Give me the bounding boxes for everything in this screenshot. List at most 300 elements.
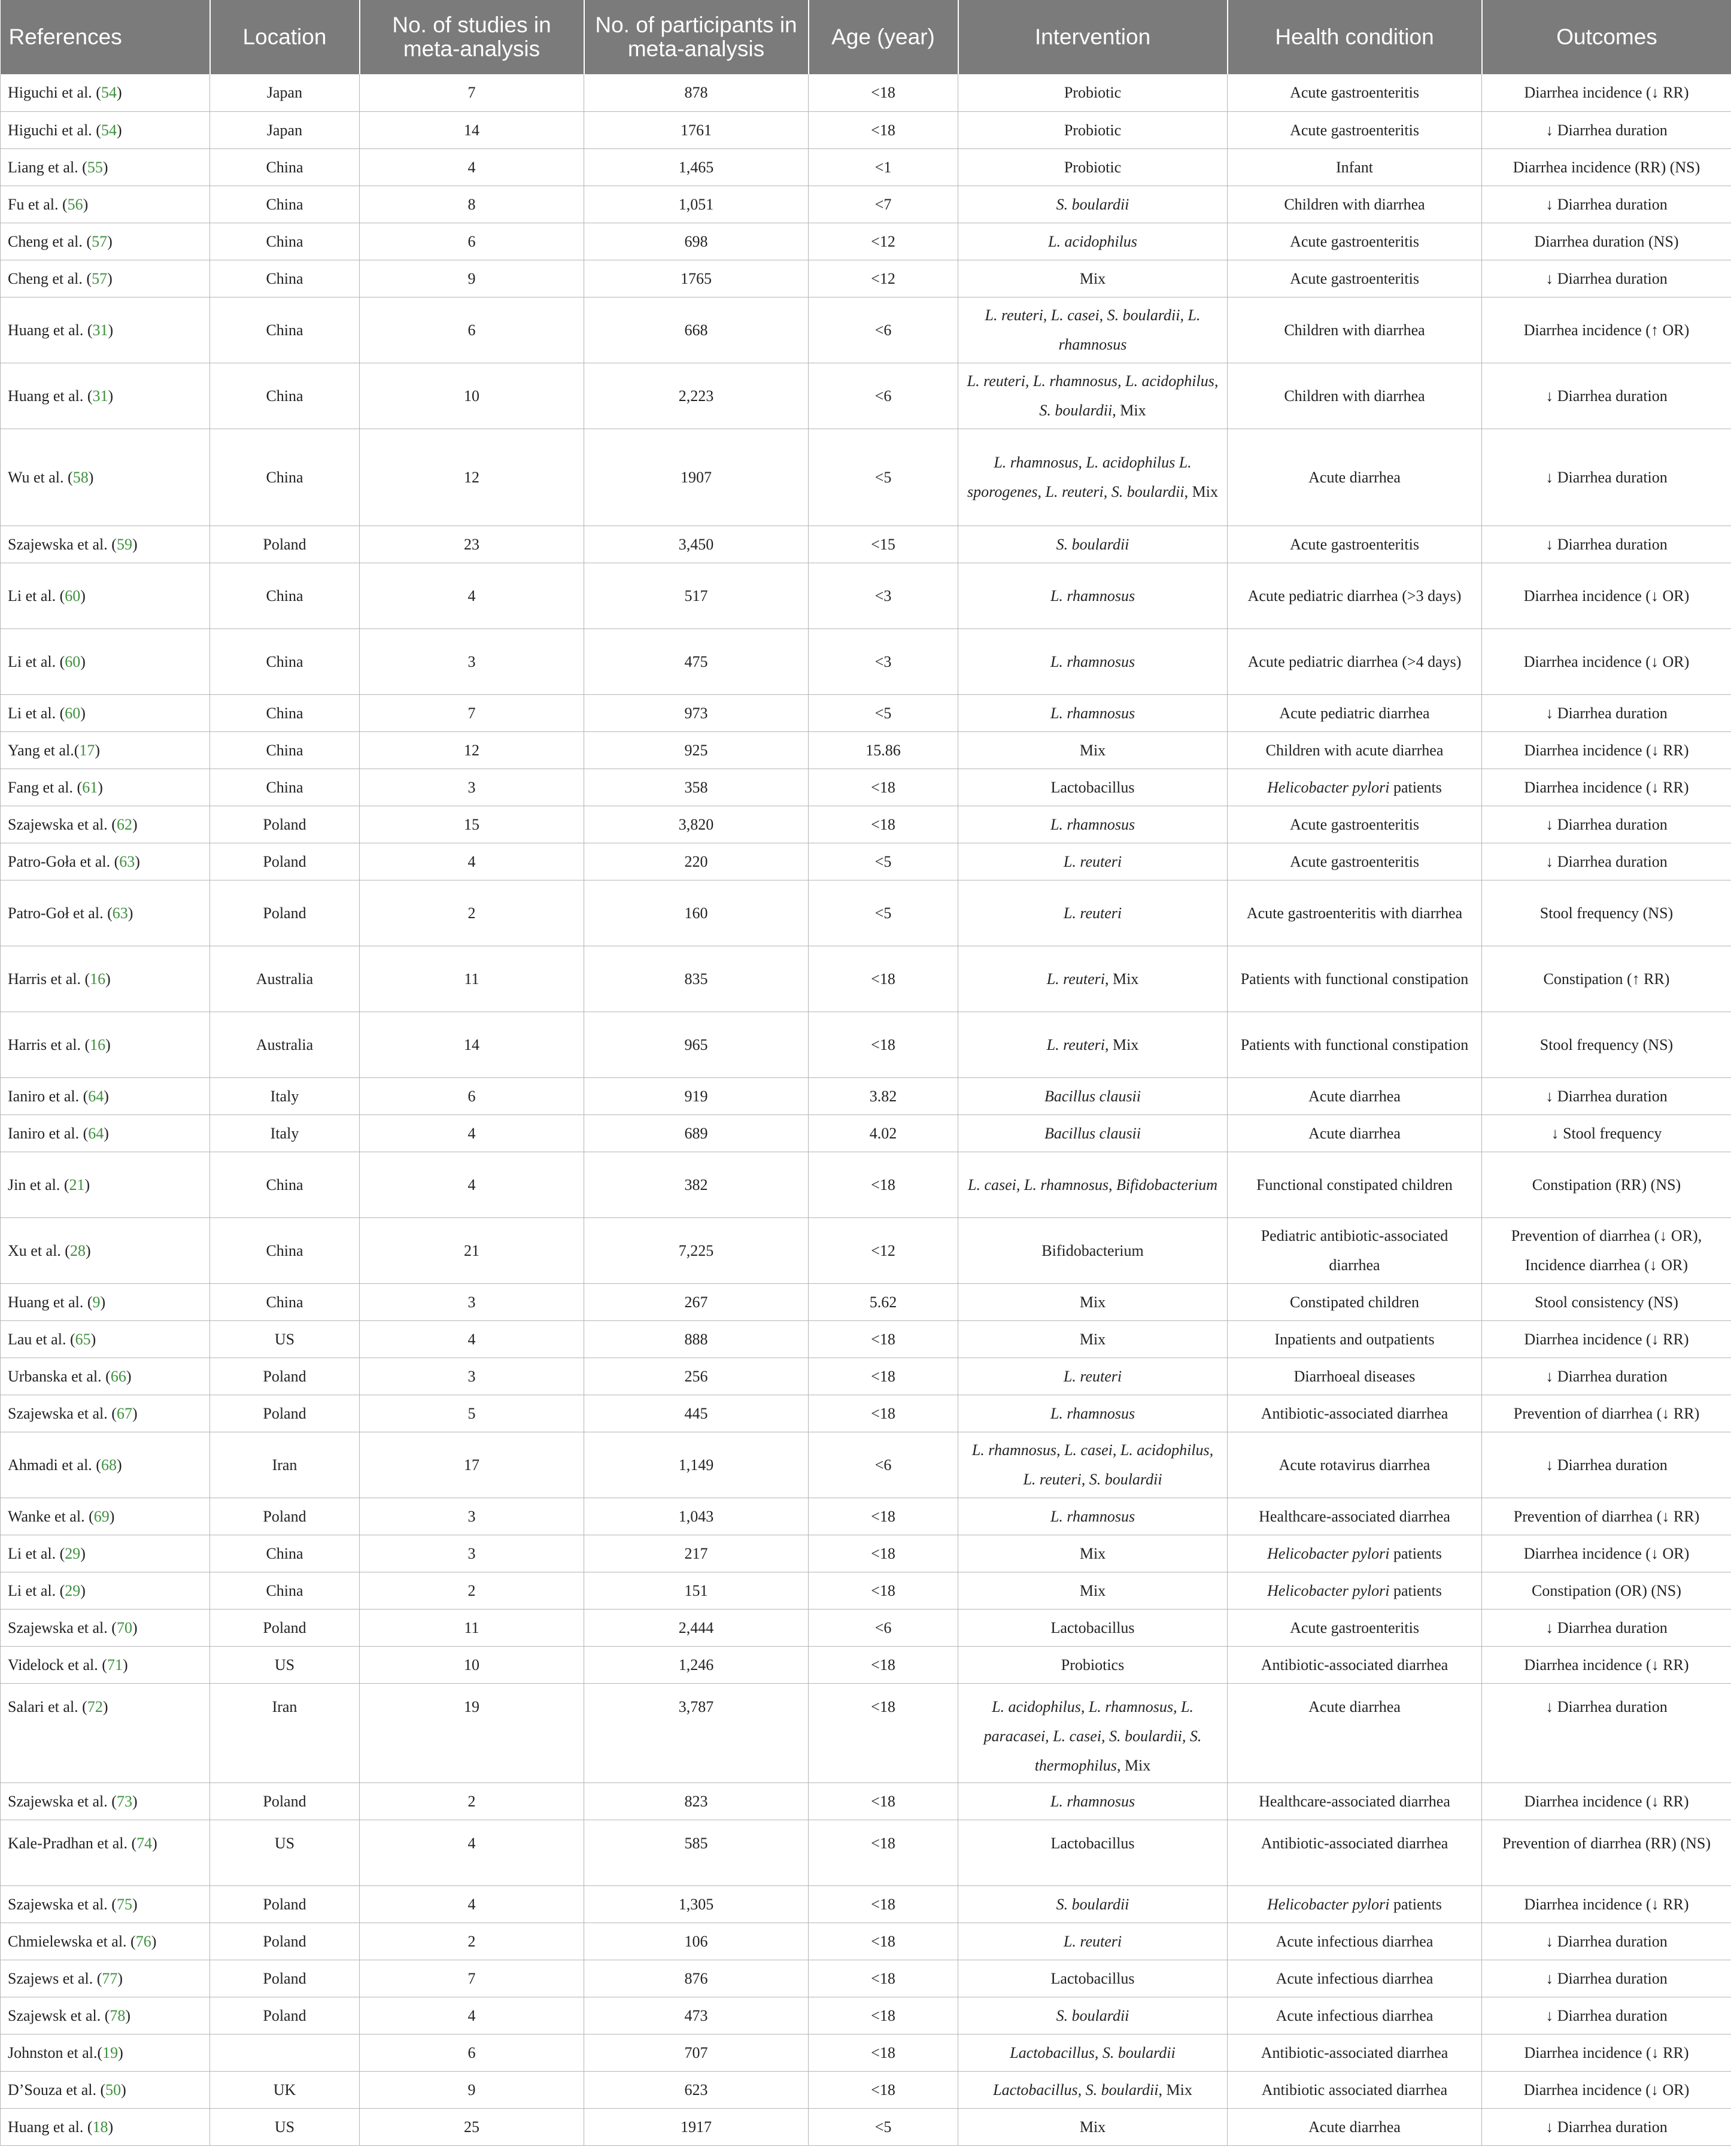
studies-cell (360, 1683, 584, 1783)
participants-count: 878 (684, 84, 708, 102)
reference-link[interactable]: 16 (90, 1036, 106, 1053)
age-cell (809, 1012, 958, 1077)
location-text: Poland (263, 852, 306, 870)
health-condition-cell (1228, 628, 1482, 694)
outcome-text: Stool frequency (NS) (1539, 1036, 1674, 1053)
reference-link[interactable]: 31 (92, 321, 108, 339)
reference-cell (1, 1683, 210, 1783)
participants-count: 689 (684, 1124, 708, 1142)
studies-count: 11 (464, 1618, 479, 1636)
reference-link[interactable]: 64 (88, 1087, 104, 1105)
health-condition-cell (1228, 148, 1482, 186)
health-condition-text: Patients with functional constipation (1240, 970, 1469, 988)
age-value: <18 (871, 1544, 895, 1562)
table-row (1, 1820, 1731, 1885)
participants-count: 1907 (681, 468, 712, 486)
reference-close: ) (108, 321, 114, 339)
health-condition-cell (1228, 1358, 1482, 1395)
reference-author: Li et al. ( (8, 1544, 65, 1562)
reference-link[interactable]: 16 (90, 970, 106, 988)
reference-cell (1, 1012, 210, 1077)
age-value: <6 (874, 387, 892, 405)
studies-cell (360, 1012, 584, 1077)
location-text: China (266, 232, 303, 250)
age-value: <18 (871, 121, 895, 139)
age-cell (809, 429, 958, 526)
intervention-text: L. acidophilus (1048, 232, 1137, 250)
table-header (1, 0, 1731, 74)
reference-link[interactable]: 64 (88, 1124, 104, 1142)
health-condition-cell (1228, 297, 1482, 363)
reference-cell (1, 731, 210, 769)
outcome-text: ↓ Diarrhea duration (1545, 815, 1668, 833)
studies-cell (360, 1395, 584, 1432)
intervention-cell (958, 2071, 1228, 2108)
reference-link[interactable]: 67 (116, 1404, 132, 1422)
reference-author: Szajewska et al. ( (8, 1404, 117, 1422)
reference-link[interactable]: 63 (112, 904, 128, 922)
outcome-text: Diarrhea incidence (↓ RR) (1524, 1330, 1689, 1348)
location-text: US (274, 1834, 295, 1852)
reference-close: ) (132, 1792, 138, 1810)
participants-cell (584, 148, 809, 186)
studies-cell (360, 1783, 584, 1820)
reference-author: D’Souza et al. ( (8, 2081, 106, 2099)
health-condition-cell (1228, 74, 1482, 111)
age-cell (809, 1320, 958, 1358)
table-row (1, 1683, 1731, 1783)
location-text: China (266, 652, 303, 670)
health-condition-text: Antibiotic-associated diarrhea (1261, 1404, 1448, 1422)
participants-count: 267 (684, 1293, 708, 1311)
reference-link[interactable]: 60 (65, 587, 81, 605)
health-condition-cell (1228, 1885, 1482, 1923)
intervention-text: Probiotic (1064, 158, 1122, 176)
reference-link[interactable]: 28 (69, 1241, 86, 1259)
reference-link[interactable]: 71 (107, 1656, 123, 1674)
health-condition-text: Acute diarrhea (1308, 1698, 1401, 1715)
studies-count: 4 (467, 158, 476, 176)
health-condition-cell (1228, 2071, 1482, 2108)
participants-cell (584, 1885, 809, 1923)
intervention-text: Bacillus clausii (1044, 1087, 1141, 1105)
table-row (1, 1885, 1731, 1923)
reference-cell (1, 946, 210, 1012)
age-value: <3 (874, 587, 892, 605)
participants-cell (584, 363, 809, 429)
health-condition-cell (1228, 1820, 1482, 1885)
reference-author: Szajewska et al. ( (8, 1895, 117, 1913)
location-text: China (266, 1241, 303, 1259)
reference-link[interactable]: 9 (92, 1293, 101, 1311)
intervention-text: , Mix (1184, 483, 1218, 500)
location-cell (210, 526, 360, 563)
outcome-text: ↓ Diarrhea duration (1545, 121, 1668, 139)
outcome-text: Constipation (↑ RR) (1543, 970, 1670, 988)
health-condition-cell (1228, 731, 1482, 769)
reference-link[interactable]: 21 (69, 1176, 85, 1194)
intervention-text: Mix (1079, 1330, 1106, 1348)
health-condition-text: Acute diarrhea (1308, 1087, 1401, 1105)
studies-count: 23 (464, 535, 479, 553)
reference-link[interactable]: 62 (116, 815, 132, 833)
participants-cell (584, 1535, 809, 1572)
intervention-text: L. rhamnosus (1050, 704, 1135, 722)
health-condition-text: Children with diarrhea (1284, 387, 1425, 405)
intervention-text: L. reuteri, L. casei, S. boulardii, L. rhamnosus (985, 306, 1201, 353)
intervention-cell (958, 2034, 1228, 2071)
age-value: <5 (874, 468, 892, 486)
health-condition-text: Acute diarrhea (1308, 2118, 1401, 2136)
health-condition-cell (1228, 186, 1482, 223)
health-condition-text: Acute gastroenteritis (1290, 1618, 1419, 1636)
participants-count: 2,223 (678, 387, 714, 405)
participants-cell (584, 731, 809, 769)
intervention-cell (958, 731, 1228, 769)
location-cell (210, 2071, 360, 2108)
reference-cell (1, 563, 210, 628)
reference-link[interactable]: 65 (75, 1330, 91, 1348)
reference-close: ) (80, 587, 86, 605)
reference-link[interactable]: 60 (65, 652, 81, 670)
reference-close: ) (121, 2081, 126, 2099)
outcome-text: Diarrhea incidence (↓ OR) (1523, 2081, 1690, 2099)
intervention-cell (958, 1498, 1228, 1535)
age-value: <18 (871, 1330, 895, 1348)
reference-link[interactable]: 69 (93, 1507, 110, 1525)
participants-cell (584, 1283, 809, 1320)
location-text: Italy (270, 1087, 299, 1105)
reference-author: Higuchi et al. ( (8, 84, 101, 102)
studies-count: 6 (467, 321, 476, 339)
participants-cell (584, 2108, 809, 2145)
reference-close: ) (126, 1367, 132, 1385)
reference-link[interactable]: 74 (136, 1834, 153, 1852)
location-text: China (266, 158, 303, 176)
participants-count: 1,149 (678, 1456, 714, 1474)
intervention-cell (958, 1572, 1228, 1609)
reference-link[interactable]: 54 (101, 84, 117, 102)
age-cell (809, 2034, 958, 2071)
health-condition-text: Inpatients and outpatients (1274, 1330, 1435, 1348)
location-cell (210, 1783, 360, 1820)
intervention-text: L. rhamnosus (1050, 652, 1135, 670)
health-condition-cell (1228, 1572, 1482, 1609)
location-text: US (274, 1330, 295, 1348)
table-row (1, 2034, 1731, 2071)
reference-link[interactable]: 61 (82, 778, 98, 796)
reference-close: ) (100, 1293, 106, 1311)
reference-link[interactable]: 58 (72, 468, 89, 486)
studies-cell (360, 880, 584, 946)
age-value: <18 (871, 1834, 895, 1852)
outcome-text: ↓ Diarrhea duration (1545, 1969, 1668, 1987)
reference-author: Huang et al. ( (8, 2118, 93, 2136)
outcome-cell (1482, 1012, 1731, 1077)
reference-link[interactable]: 57 (92, 269, 108, 287)
health-condition-cell (1228, 1432, 1482, 1498)
age-value: <18 (871, 1792, 895, 1810)
studies-count: 3 (467, 1507, 476, 1525)
studies-count: 6 (467, 232, 476, 250)
health-condition-text: Acute rotavirus diarrhea (1278, 1456, 1431, 1474)
table-row (1, 1535, 1731, 1572)
participants-count: 623 (684, 2081, 708, 2099)
participants-count: 475 (684, 652, 708, 670)
reference-link[interactable]: 19 (102, 2043, 119, 2061)
intervention-text: S. boulardii (1056, 2006, 1129, 2024)
age-cell (809, 628, 958, 694)
reference-link[interactable]: 59 (116, 535, 132, 553)
studies-cell (360, 2108, 584, 2145)
table-row (1, 1358, 1731, 1395)
reference-cell (1, 880, 210, 946)
reference-link[interactable]: 72 (87, 1698, 103, 1715)
health-condition-text: Antibiotic-associated diarrhea (1261, 2043, 1448, 2061)
reference-link[interactable]: 70 (116, 1618, 132, 1636)
header-num-studies: No. of studies in meta-analysis (360, 0, 584, 74)
reference-link[interactable]: 54 (101, 121, 117, 139)
health-condition-text: Diarrhoeal diseases (1293, 1367, 1416, 1385)
participants-cell (584, 1152, 809, 1217)
reference-link[interactable]: 29 (65, 1581, 81, 1599)
outcome-text: ↓ Diarrhea duration (1545, 1932, 1668, 1950)
location-cell (210, 1820, 360, 1885)
health-condition-cell (1228, 1498, 1482, 1535)
studies-count: 21 (464, 1241, 479, 1259)
outcome-cell (1482, 1783, 1731, 1820)
intervention-cell (958, 1997, 1228, 2034)
reference-author: Szajewska et al. ( (8, 535, 117, 553)
participants-cell (584, 2071, 809, 2108)
participants-count: 1,246 (678, 1656, 714, 1674)
age-cell (809, 1395, 958, 1432)
health-condition-cell (1228, 363, 1482, 429)
health-condition-cell (1228, 223, 1482, 260)
participants-cell (584, 1432, 809, 1498)
location-cell (210, 731, 360, 769)
reference-author: Ianiro et al. ( (8, 1087, 89, 1105)
reference-link[interactable]: 78 (110, 2006, 126, 2024)
reference-link[interactable]: 57 (92, 232, 108, 250)
intervention-text: Mix (1079, 1544, 1106, 1562)
age-value: <18 (871, 1404, 895, 1422)
age-value: <5 (874, 904, 892, 922)
location-cell (210, 806, 360, 843)
health-condition-text: Helicobacter pylori (1267, 1544, 1390, 1562)
location-text: Poland (263, 1404, 306, 1422)
reference-author: Wanke et al. ( (8, 1507, 94, 1525)
age-cell (809, 1923, 958, 1960)
participants-count: 888 (684, 1330, 708, 1348)
outcome-text: ↓ Diarrhea duration (1545, 269, 1668, 287)
intervention-cell (958, 1535, 1228, 1572)
location-cell (210, 1283, 360, 1320)
studies-count: 3 (467, 652, 476, 670)
location-cell (210, 2034, 360, 2071)
reference-cell (1, 628, 210, 694)
outcome-cell (1482, 1997, 1731, 2034)
header-references: References (1, 0, 210, 74)
studies-count: 7 (467, 1969, 476, 1987)
reference-author: Huang et al. ( (8, 321, 93, 339)
reference-link[interactable]: 31 (92, 387, 108, 405)
participants-count: 1,465 (678, 158, 714, 176)
reference-author: Videlock et al. ( (8, 1656, 107, 1674)
reference-link[interactable]: 68 (101, 1456, 117, 1474)
health-condition-cell (1228, 2034, 1482, 2071)
health-condition-text: patients (1389, 778, 1442, 796)
age-value: <6 (874, 1618, 892, 1636)
location-cell (210, 563, 360, 628)
table-row (1, 1997, 1731, 2034)
studies-cell (360, 148, 584, 186)
health-condition-text: Helicobacter pylori (1267, 1581, 1390, 1599)
reference-link[interactable]: 77 (102, 1969, 118, 1987)
outcome-text: Diarrhea incidence (↑ OR) (1523, 321, 1690, 339)
table-row (1, 1395, 1731, 1432)
intervention-cell (958, 2108, 1228, 2145)
reference-cell (1, 806, 210, 843)
age-value: <18 (871, 1969, 895, 1987)
health-condition-cell (1228, 526, 1482, 563)
participants-count: 965 (684, 1036, 708, 1053)
participants-cell (584, 806, 809, 843)
reference-cell (1, 1217, 210, 1283)
health-condition-text: Children with acute diarrhea (1265, 741, 1444, 759)
reference-link[interactable]: 60 (65, 704, 81, 722)
outcome-text: Diarrhea incidence (↓ OR) (1523, 1544, 1690, 1562)
reference-cell (1, 769, 210, 806)
reference-cell (1, 363, 210, 429)
reference-link[interactable]: 66 (110, 1367, 126, 1385)
health-condition-cell (1228, 1997, 1482, 2034)
intervention-text: Lactobacillus (1050, 1618, 1135, 1636)
reference-author: Szajewsk et al. ( (8, 2006, 110, 2024)
outcome-cell (1482, 1535, 1731, 1572)
reference-author: Xu et al. ( (8, 1241, 70, 1259)
reference-close: ) (132, 1895, 138, 1913)
reference-close: ) (80, 704, 86, 722)
reference-link[interactable]: 29 (65, 1544, 81, 1562)
health-condition-cell (1228, 880, 1482, 946)
intervention-text: Mix (1079, 1581, 1106, 1599)
participants-count: 1,051 (678, 195, 714, 213)
age-value: <18 (871, 1507, 895, 1525)
outcome-text: Stool frequency (NS) (1539, 904, 1674, 922)
reference-link[interactable]: 56 (67, 195, 83, 213)
intervention-cell (958, 1609, 1228, 1646)
reference-author: Yang et al.( (8, 741, 80, 759)
reference-close: ) (122, 1656, 128, 1674)
participants-cell (584, 1960, 809, 1997)
intervention-cell (958, 628, 1228, 694)
reference-link[interactable]: 50 (105, 2081, 122, 2099)
intervention-text: L. reuteri (1046, 970, 1105, 988)
reference-link[interactable]: 76 (135, 1932, 151, 1950)
intervention-cell (958, 429, 1228, 526)
reference-link[interactable]: 17 (79, 741, 95, 759)
reference-author: Fu et al. ( (8, 195, 68, 213)
outcome-text: ↓ Diarrhea duration (1545, 387, 1668, 405)
reference-cell (1, 1152, 210, 1217)
age-cell (809, 297, 958, 363)
age-value: 3.82 (869, 1087, 897, 1105)
table-row (1, 843, 1731, 880)
reference-author: Harris et al. ( (8, 970, 90, 988)
location-text: China (266, 587, 303, 605)
location-cell (210, 1152, 360, 1217)
participants-count: 707 (684, 2043, 708, 2061)
participants-cell (584, 74, 809, 111)
outcome-cell (1482, 1152, 1731, 1217)
participants-cell (584, 946, 809, 1012)
studies-cell (360, 1997, 584, 2034)
outcome-cell (1482, 526, 1731, 563)
intervention-text: Mix (1079, 269, 1106, 287)
reference-close: ) (132, 1618, 138, 1636)
outcome-cell (1482, 563, 1731, 628)
location-cell (210, 297, 360, 363)
health-condition-cell (1228, 1320, 1482, 1358)
age-value: <12 (871, 269, 895, 287)
studies-cell (360, 563, 584, 628)
location-text: Poland (263, 1895, 306, 1913)
header-row (1, 0, 1731, 74)
reference-close: ) (80, 1544, 86, 1562)
reference-link[interactable]: 73 (116, 1792, 132, 1810)
outcome-text: ↓ Diarrhea duration (1545, 1698, 1668, 1715)
outcome-cell (1482, 946, 1731, 1012)
outcome-cell (1482, 1609, 1731, 1646)
reference-link[interactable]: 63 (119, 852, 135, 870)
table-row (1, 297, 1731, 363)
location-text: Poland (263, 1367, 306, 1385)
age-cell (809, 1077, 958, 1115)
location-cell (210, 186, 360, 223)
outcome-cell (1482, 1358, 1731, 1395)
reference-link[interactable]: 55 (87, 158, 103, 176)
location-cell (210, 1077, 360, 1115)
reference-cell (1, 1395, 210, 1432)
age-value: <3 (874, 652, 892, 670)
health-condition-text: Acute gastroenteritis (1290, 852, 1419, 870)
outcome-cell (1482, 1885, 1731, 1923)
age-cell (809, 946, 958, 1012)
reference-cell (1, 223, 210, 260)
intervention-text: L. rhamnosus (1050, 1404, 1135, 1422)
studies-cell (360, 1152, 584, 1217)
reference-cell (1, 1498, 210, 1535)
participants-cell (584, 1498, 809, 1535)
location-cell (210, 1960, 360, 1997)
reference-link[interactable]: 75 (116, 1895, 132, 1913)
reference-cell (1, 2108, 210, 2145)
participants-cell (584, 628, 809, 694)
intervention-text: Mix (1079, 741, 1106, 759)
health-condition-cell (1228, 1283, 1482, 1320)
intervention-text: , Mix (1158, 2081, 1192, 2099)
reference-close: ) (104, 1124, 109, 1142)
health-condition-cell (1228, 1646, 1482, 1683)
reference-link[interactable]: 18 (92, 2118, 108, 2136)
intervention-cell (958, 1283, 1228, 1320)
outcome-cell (1482, 628, 1731, 694)
intervention-cell (958, 1320, 1228, 1358)
reference-cell (1, 694, 210, 731)
participants-count: 220 (684, 852, 708, 870)
age-value: <6 (874, 1456, 892, 1474)
